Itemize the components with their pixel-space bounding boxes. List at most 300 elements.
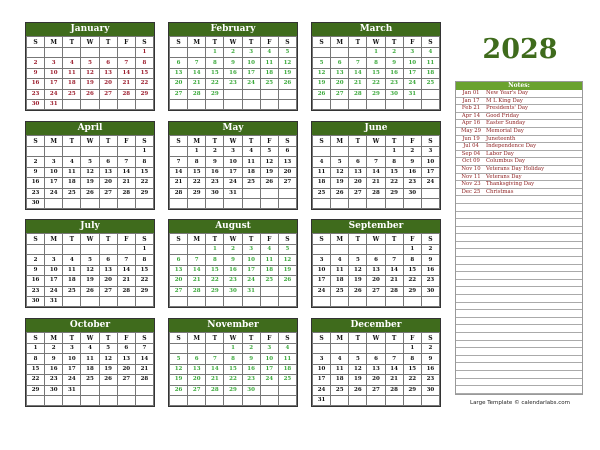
note-row [456,166,582,174]
note-row [456,234,582,242]
day-cell [63,147,81,157]
day-cell: 8 [206,255,224,265]
weekday-label: S [278,333,296,344]
day-cell: 5 [349,255,367,265]
note-row [456,113,582,121]
day-cell: 8 [403,255,421,265]
day-cell: 12 [278,58,296,68]
day-cell [331,344,349,354]
weekday-label: F [403,136,421,147]
day-cell [45,198,63,208]
month-header: July [26,220,154,233]
day-cell [260,188,278,198]
note-row [456,98,582,106]
day-cell: 19 [81,276,99,286]
note-row [456,379,582,387]
day-cell [170,245,188,255]
day-cell: 26 [260,178,278,188]
day-cell: 26 [349,286,367,296]
day-cell: 25 [63,89,81,99]
day-cell: 6 [331,58,349,68]
day-cell [278,395,296,405]
day-cell [278,99,296,109]
day-cell: 3 [224,147,242,157]
day-cell: 7 [188,255,206,265]
day-cell: 1 [403,245,421,255]
day-cell: 31 [242,286,260,296]
weekday-label: M [45,234,63,245]
weekday-label: T [385,136,403,147]
day-cell: 11 [260,58,278,68]
weekday-label: W [224,333,242,344]
weekday-label: W [81,333,99,344]
day-cell: 15 [135,265,153,275]
day-cell: 21 [188,79,206,89]
day-cell: 21 [170,178,188,188]
note-row [456,219,582,227]
day-cell: 24 [313,385,331,395]
day-cell: 30 [27,99,45,109]
note-row [456,128,582,136]
weekday-label: M [331,234,349,245]
day-cell: 18 [63,276,81,286]
day-cell: 1 [224,344,242,354]
day-cell [188,296,206,306]
year-title: 2028 [482,34,558,65]
day-cell [278,188,296,198]
day-cell: 21 [367,178,385,188]
day-cell: 14 [367,167,385,177]
month-header: February [169,23,297,36]
day-cell [206,198,224,208]
day-cell [170,296,188,306]
day-cell: 6 [367,255,385,265]
day-cell [385,99,403,109]
weekday-label: M [45,136,63,147]
day-cell: 13 [188,364,206,374]
day-cell: 2 [242,344,260,354]
day-cell: 30 [242,385,260,395]
day-cell [385,296,403,306]
day-cell: 16 [27,276,45,286]
day-cell [63,296,81,306]
note-event: Christmas [486,188,514,195]
day-cell: 15 [403,265,421,275]
day-cell [367,344,385,354]
day-cell: 25 [331,385,349,395]
weekday-label: F [403,37,421,48]
day-cell: 28 [117,89,135,99]
day-cell: 15 [385,167,403,177]
day-cell [242,296,260,306]
day-cell: 3 [63,344,81,354]
day-cell: 11 [63,68,81,78]
month-november [168,318,298,407]
day-cell: 15 [188,167,206,177]
day-cell: 8 [188,157,206,167]
day-cell: 4 [260,48,278,58]
day-cell [117,48,135,58]
day-cell: 19 [313,79,331,89]
day-cell [81,296,99,306]
day-cell: 5 [81,255,99,265]
day-cell: 12 [81,265,99,275]
day-cell [349,245,367,255]
day-cell [313,99,331,109]
day-cell: 29 [403,385,421,395]
day-cell: 16 [27,178,45,188]
day-cell: 29 [135,286,153,296]
weekday-label: M [45,333,63,344]
weekday-label: S [421,37,439,48]
day-cell: 13 [99,68,117,78]
day-cell: 9 [224,58,242,68]
day-cell: 17 [260,364,278,374]
day-cell: 11 [63,167,81,177]
day-cell [81,385,99,395]
weekday-label: F [117,136,135,147]
day-cell: 18 [63,79,81,89]
day-cell: 25 [63,188,81,198]
day-cell [349,198,367,208]
day-cell: 27 [367,385,385,395]
day-cell [170,198,188,208]
day-cell [403,198,421,208]
day-cell: 17 [313,276,331,286]
weekday-label: S [170,333,188,344]
day-cell: 27 [99,286,117,296]
day-cell: 6 [99,157,117,167]
day-cell: 20 [349,178,367,188]
weekday-label: S [421,234,439,245]
day-cell [27,395,45,405]
day-cell [331,48,349,58]
day-cell: 17 [313,375,331,385]
day-cell [63,198,81,208]
day-cell [45,395,63,405]
weekday-label: S [170,136,188,147]
note-row [456,249,582,257]
note-event: Independence Day [486,143,537,150]
day-cell [331,395,349,405]
weekday-label: W [367,37,385,48]
weekday-label: M [331,136,349,147]
weekday-label: S [313,136,331,147]
day-cell: 5 [99,344,117,354]
month-august [168,219,298,308]
weekday-label: T [385,37,403,48]
weekday-label: S [421,136,439,147]
day-cell [403,296,421,306]
note-event: Thanksgiving Day [486,181,535,188]
month-header: January [26,23,154,36]
day-cell: 28 [117,286,135,296]
day-cell: 31 [63,385,81,395]
day-cell: 20 [278,167,296,177]
day-cell: 26 [278,79,296,89]
day-cell [421,89,439,99]
day-cell: 25 [63,286,81,296]
month-header: March [312,23,440,36]
day-cell: 30 [385,89,403,99]
weekday-label: W [224,136,242,147]
day-cell [81,245,99,255]
day-cell: 2 [403,147,421,157]
day-cell: 13 [170,265,188,275]
day-cell: 10 [260,354,278,364]
note-event: Easter Sunday [486,120,526,127]
day-cell: 15 [206,68,224,78]
day-cell: 16 [242,364,260,374]
day-cell: 29 [206,286,224,296]
day-cell [367,99,385,109]
day-cell: 5 [81,157,99,167]
day-cell: 12 [349,265,367,275]
day-cell: 7 [117,255,135,265]
day-cell: 9 [45,354,63,364]
day-cell: 16 [27,79,45,89]
note-row [456,280,582,288]
day-cell [260,286,278,296]
day-cell: 22 [135,276,153,286]
day-cell: 19 [99,364,117,374]
day-cell: 14 [385,265,403,275]
day-cell [170,344,188,354]
note-row [456,204,582,212]
day-cell: 17 [421,167,439,177]
day-cell [385,245,403,255]
day-cell: 20 [99,178,117,188]
note-row [456,151,582,159]
note-row [456,371,582,379]
day-cell: 19 [81,79,99,89]
day-cell: 24 [242,276,260,286]
weekday-label: S [278,234,296,245]
day-cell: 23 [242,375,260,385]
note-event: Presidents' Day [486,105,528,112]
note-row [456,272,582,280]
day-cell: 10 [242,255,260,265]
day-cell: 13 [170,68,188,78]
day-cell [278,89,296,99]
weekday-label: F [260,37,278,48]
day-cell: 19 [349,276,367,286]
day-cell: 19 [260,167,278,177]
day-cell: 23 [27,89,45,99]
day-cell: 10 [224,157,242,167]
note-row [456,333,582,341]
day-cell: 21 [206,375,224,385]
note-date: Apr 16 [461,120,481,127]
day-cell: 21 [117,276,135,286]
day-cell: 5 [331,157,349,167]
note-row [456,105,582,113]
day-cell: 26 [81,188,99,198]
day-cell: 20 [331,79,349,89]
day-cell: 12 [313,68,331,78]
weekday-label: T [385,333,403,344]
month-header: May [169,122,297,135]
day-cell: 25 [313,188,331,198]
day-cell: 28 [117,188,135,198]
note-event: Labor Day [486,150,514,157]
day-cell [206,344,224,354]
day-cell: 17 [224,167,242,177]
day-cell: 24 [403,79,421,89]
day-cell: 17 [242,265,260,275]
day-cell: 30 [206,188,224,198]
day-cell [242,89,260,99]
day-cell: 14 [349,68,367,78]
day-cell: 22 [224,375,242,385]
day-cell: 16 [421,265,439,275]
day-cell: 1 [206,245,224,255]
day-cell: 12 [99,354,117,364]
day-cell: 19 [278,265,296,275]
day-cell [313,198,331,208]
day-cell [331,147,349,157]
day-cell: 14 [135,354,153,364]
day-cell: 17 [45,79,63,89]
day-cell: 7 [135,344,153,354]
note-event: M L King Day [486,97,523,104]
day-cell [206,99,224,109]
day-cell [349,344,367,354]
day-cell: 3 [242,48,260,58]
day-cell: 2 [224,245,242,255]
day-cell: 7 [349,58,367,68]
day-cell: 28 [367,188,385,198]
day-cell: 16 [403,167,421,177]
day-cell: 11 [331,364,349,374]
day-cell: 28 [206,385,224,395]
day-cell: 11 [260,255,278,265]
day-cell: 17 [63,364,81,374]
note-row [456,310,582,318]
day-cell [278,198,296,208]
day-cell [81,147,99,157]
day-cell: 1 [27,344,45,354]
day-cell: 13 [367,265,385,275]
day-cell [117,198,135,208]
day-cell: 9 [421,255,439,265]
weekday-label: S [27,136,45,147]
note-date: Oct 09 [462,158,480,165]
day-cell: 31 [403,89,421,99]
month-may [168,121,298,210]
day-cell: 3 [45,58,63,68]
day-cell: 24 [260,375,278,385]
day-cell: 4 [260,245,278,255]
note-row [456,363,582,371]
day-cell: 11 [421,58,439,68]
day-cell: 16 [224,265,242,275]
day-cell: 13 [117,354,135,364]
day-cell [242,99,260,109]
day-cell [188,344,206,354]
day-cell: 12 [260,157,278,167]
day-cell [224,296,242,306]
day-cell [188,48,206,58]
day-cell [99,147,117,157]
day-cell: 1 [367,48,385,58]
day-cell [117,147,135,157]
day-cell: 6 [278,147,296,157]
weekday-label: T [63,37,81,48]
weekday-label: T [63,136,81,147]
day-cell: 2 [27,157,45,167]
notes-header: Notes: [456,82,582,90]
day-cell [206,395,224,405]
day-cell: 6 [170,58,188,68]
day-cell: 1 [188,147,206,157]
day-cell: 19 [331,178,349,188]
day-cell: 3 [403,48,421,58]
day-cell: 4 [81,344,99,354]
day-cell: 17 [242,68,260,78]
day-cell: 14 [170,167,188,177]
day-cell [27,245,45,255]
day-cell: 27 [170,89,188,99]
day-cell: 27 [188,385,206,395]
day-cell [27,147,45,157]
day-cell: 12 [278,255,296,265]
day-cell: 26 [331,188,349,198]
day-cell: 8 [27,354,45,364]
day-cell: 10 [45,265,63,275]
day-cell [81,48,99,58]
weekday-label: M [188,136,206,147]
weekday-label: W [81,234,99,245]
day-cell [99,99,117,109]
weekday-label: S [170,234,188,245]
day-cell [313,344,331,354]
day-cell: 10 [242,58,260,68]
note-row [456,136,582,144]
day-cell: 22 [135,79,153,89]
weekday-label: F [117,234,135,245]
day-cell: 26 [278,276,296,286]
day-cell: 1 [385,147,403,157]
day-cell [135,385,153,395]
day-cell: 8 [367,58,385,68]
day-cell: 10 [45,167,63,177]
day-cell: 7 [170,157,188,167]
weekday-label: F [403,234,421,245]
day-cell [421,198,439,208]
day-cell: 30 [421,286,439,296]
day-cell: 4 [278,344,296,354]
weekday-label: T [242,136,260,147]
month-december [311,318,441,407]
day-cell [331,198,349,208]
weekday-label: T [99,234,117,245]
day-cell [81,99,99,109]
day-cell: 20 [117,364,135,374]
day-cell: 3 [421,147,439,157]
day-cell: 5 [349,354,367,364]
day-cell: 18 [242,167,260,177]
day-cell: 11 [242,157,260,167]
day-cell: 24 [224,178,242,188]
day-cell: 2 [27,255,45,265]
day-cell: 3 [45,255,63,265]
day-cell: 25 [260,276,278,286]
day-cell: 18 [81,364,99,374]
day-cell: 21 [385,276,403,286]
day-cell: 15 [135,167,153,177]
day-cell: 21 [349,79,367,89]
